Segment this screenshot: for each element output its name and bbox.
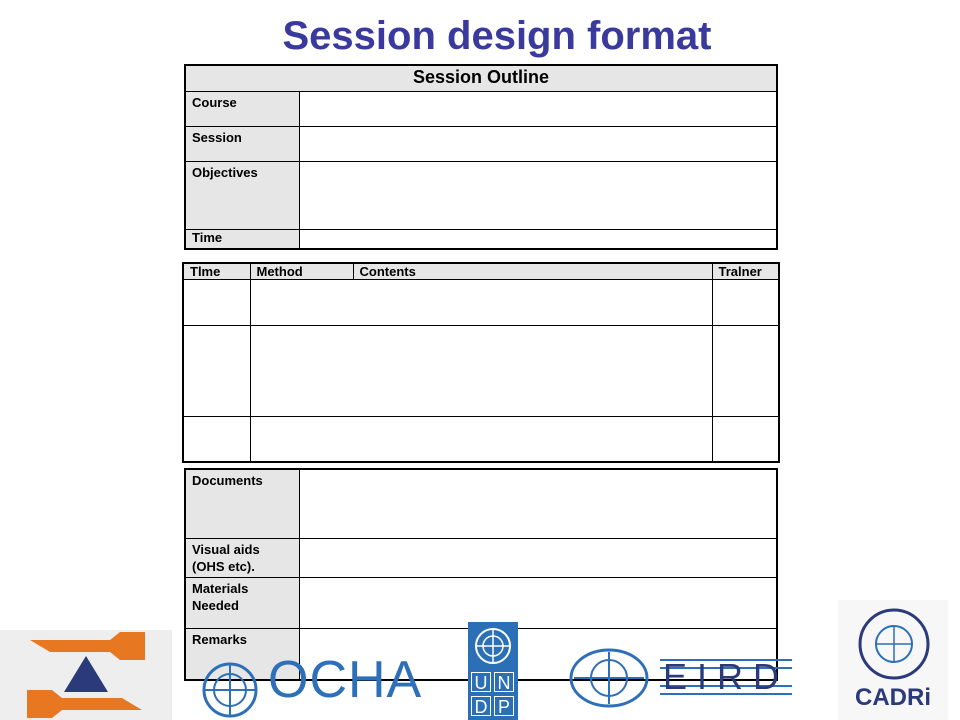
- schedule-time-cell[interactable]: [183, 417, 250, 462]
- schedule-trainer-cell[interactable]: [712, 326, 779, 417]
- eird-logo: [660, 654, 792, 700]
- schedule-time-cell[interactable]: [183, 326, 250, 417]
- un-emblem-icon: [858, 606, 930, 682]
- objectives-label: Objectives: [185, 161, 299, 229]
- un-emblem-icon: [200, 660, 260, 720]
- schedule-content-cell[interactable]: [250, 280, 712, 326]
- course-field[interactable]: [299, 91, 777, 126]
- visual-aids-field[interactable]: [299, 538, 777, 577]
- cadri-text: CADRi: [855, 684, 931, 711]
- schedule-trainer-cell[interactable]: [712, 280, 779, 326]
- un-emblem-icon: [566, 646, 652, 710]
- schedule-table: [182, 262, 780, 463]
- col-header-method: Method: [250, 263, 353, 280]
- undp-letter: N: [494, 672, 514, 692]
- undp-letter: P: [494, 696, 514, 716]
- undp-letter: D: [471, 696, 491, 716]
- schedule-content-cell[interactable]: [250, 417, 712, 462]
- documents-field[interactable]: [299, 469, 777, 538]
- time-field[interactable]: [299, 229, 777, 249]
- page-title: Session design format: [282, 14, 712, 58]
- col-header-contents: Contents: [353, 263, 712, 280]
- schedule-time-cell[interactable]: [183, 280, 250, 326]
- documents-label: Documents: [185, 469, 299, 538]
- schedule-content-cell[interactable]: [250, 326, 712, 417]
- partner-logo: [0, 630, 172, 720]
- materials-field[interactable]: [299, 577, 777, 628]
- session-outline-header: Session Outline: [185, 65, 777, 91]
- col-header-trainer: Tralner: [712, 263, 779, 280]
- undp-logo: [468, 622, 518, 720]
- session-outline-table: [184, 64, 778, 250]
- session-label: Session: [185, 126, 299, 161]
- time-label: Time: [185, 229, 299, 249]
- visual-aids-label: Visual aids (OHS etc).: [185, 538, 299, 577]
- objectives-field[interactable]: [299, 161, 777, 229]
- schedule-trainer-cell[interactable]: [712, 417, 779, 462]
- materials-label: Materials Needed: [185, 577, 299, 628]
- session-field[interactable]: [299, 126, 777, 161]
- orange-arrows-icon: [0, 630, 172, 720]
- ocha-logo: OCHA: [268, 651, 423, 709]
- cadri-logo: [838, 600, 948, 720]
- eird-text: EIRD: [662, 656, 789, 697]
- col-header-time: Tlme: [183, 263, 250, 280]
- course-label: Course: [185, 91, 299, 126]
- remarks-label: Remarks: [185, 628, 299, 680]
- un-emblem-icon: [468, 624, 518, 668]
- undp-letter: U: [471, 672, 491, 692]
